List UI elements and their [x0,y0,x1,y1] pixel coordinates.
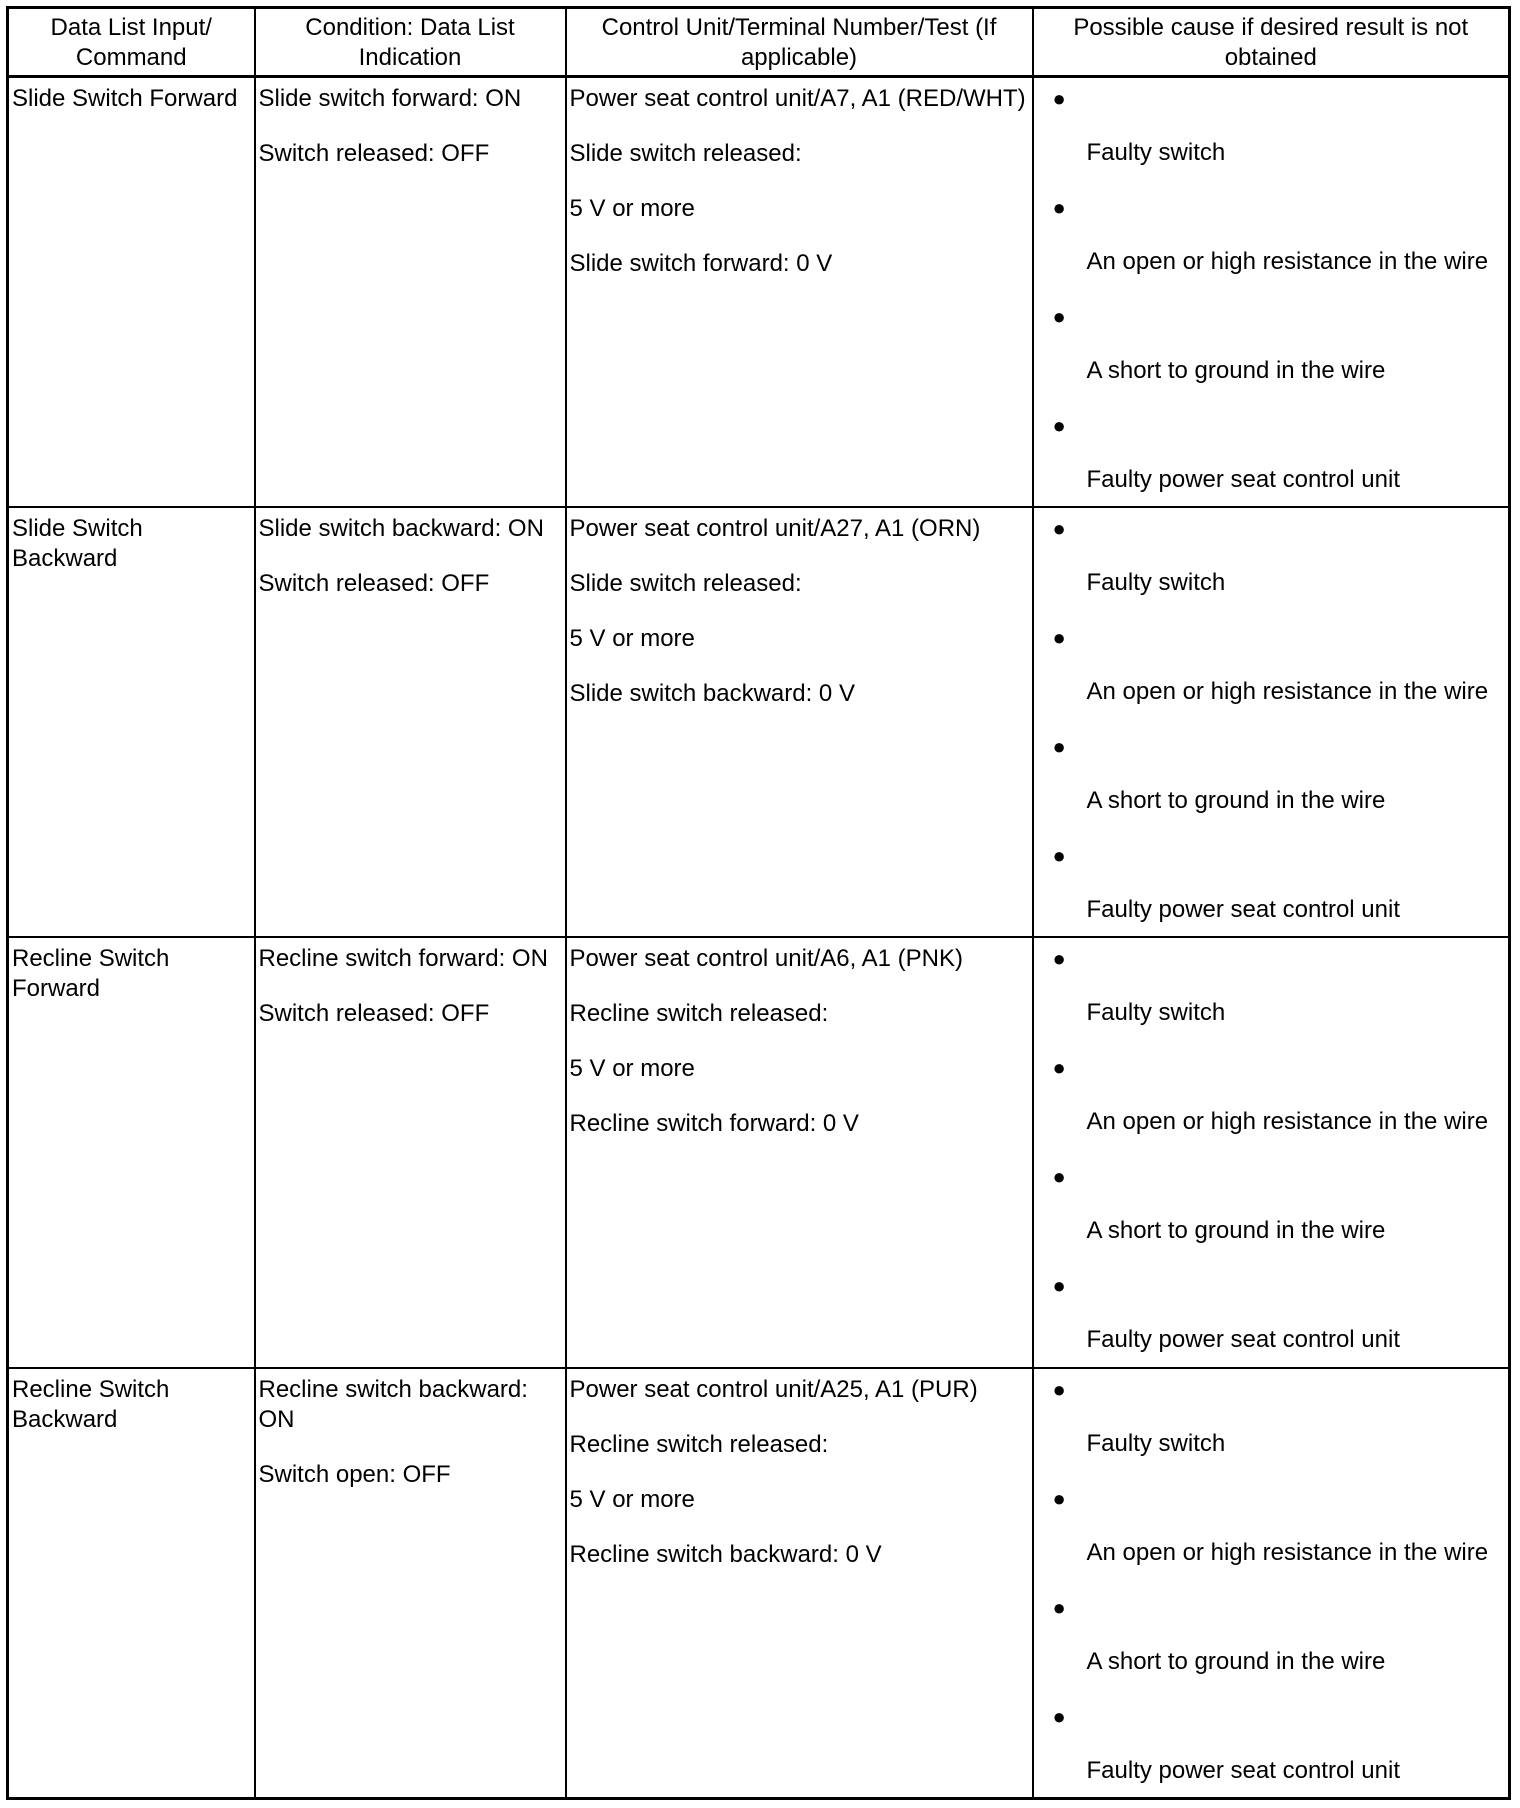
cause-list [1037,1375,1506,1786]
control-unit-line: Recline switch backward: 0 V [569,1540,882,1568]
data-list-table [6,6,1511,1800]
condition-line: Switch released: OFF [258,1000,490,1028]
bullet-icon: ● [1052,1376,1066,1402]
cause-list [1037,944,1506,1355]
bullet-icon: ● [1052,304,1066,329]
bullet-icon: ● [1052,86,1066,111]
cause-text: A short to ground in the wire [1086,1217,1386,1245]
possible-cause-cell [1033,77,1510,508]
list-item [1053,514,1506,598]
bullet-icon: ● [1052,516,1066,542]
list-item [1053,1375,1506,1459]
table-row [8,1368,1510,1799]
input-command-text: Recline Switch Backward [12,1375,170,1433]
control-unit-line: Slide switch backward: 0 V [569,680,855,708]
header-control-unit: Control Unit/Terminal Number/Test (If applicable) [566,8,1033,77]
header-input-command: Data List Input/ Command [8,8,255,77]
condition-line: Switch open: OFF [258,1460,451,1488]
bullet-icon: ● [1052,413,1066,438]
header-condition: Condition: Data List Indication [255,8,566,77]
control-unit-cell [566,1368,1033,1799]
input-command-cell [8,937,255,1367]
control-unit-cell [566,937,1033,1367]
input-command-cell [8,507,255,937]
bullet-icon: ● [1052,1485,1066,1511]
bullet-icon: ● [1052,1594,1066,1620]
list-item [1053,944,1506,1028]
cause-list [1037,84,1506,495]
condition-line: Switch released: OFF [258,570,490,598]
bullet-icon: ● [1052,1703,1066,1729]
header-possible-cause: Possible cause if desired result is not obtained [1033,8,1510,77]
input-command-text: Recline Switch Forward [12,945,170,1003]
control-unit-line: Power seat control unit/A7, A1 (RED/WHT) [569,85,1026,112]
cause-text: An open or high resistance in the wire [1086,678,1489,706]
list-item [1053,1593,1506,1677]
control-unit-line: Slide switch released: [569,140,802,167]
cause-text: Faulty switch [1086,139,1226,166]
input-command-text: Slide Switch Backward [12,515,143,573]
bullet-icon: ● [1052,195,1066,220]
condition-line: Slide switch forward: ON [258,85,522,112]
control-unit-line: Recline switch released: [569,1000,829,1028]
control-unit-line: Recline switch forward: 0 V [569,1110,859,1138]
bullet-icon: ● [1052,625,1066,651]
cause-text: Faulty switch [1086,569,1226,597]
list-item [1053,1484,1506,1568]
cause-text: A short to ground in the wire [1086,787,1386,815]
cause-text: An open or high resistance in the wire [1086,1538,1489,1566]
condition-line: Switch released: OFF [258,140,490,167]
control-unit-line: Slide switch forward: 0 V [569,250,833,277]
cause-text: Faulty power seat control unit [1086,466,1400,493]
cause-text: A short to ground in the wire [1086,1647,1386,1675]
control-unit-line: Slide switch released: [569,570,802,598]
control-unit-cell [566,507,1033,937]
bullet-icon: ● [1052,946,1066,972]
bullet-icon: ● [1052,1164,1066,1190]
table-row [8,507,1510,937]
input-command-cell [8,77,255,508]
list-item [1053,1702,1506,1786]
condition-cell [255,1368,566,1799]
table-header-row [8,8,1510,77]
control-unit-cell [566,77,1033,508]
condition-cell [255,77,566,508]
list-item [1053,623,1506,707]
list-item [1053,841,1506,925]
control-unit-line: Power seat control unit/A25, A1 (PUR) [569,1375,978,1403]
cause-text: Faulty power seat control unit [1086,1326,1400,1354]
condition-cell [255,937,566,1367]
possible-cause-cell [1033,937,1510,1367]
condition-cell [255,507,566,937]
cause-text: Faulty switch [1086,999,1226,1027]
bullet-icon: ● [1052,1055,1066,1081]
condition-line: Recline switch forward: ON [258,945,548,973]
cause-text: Faulty power seat control unit [1086,896,1400,924]
control-unit-line: 5 V or more [569,625,695,653]
list-item [1053,411,1506,495]
condition-line: Recline switch backward: ON [258,1375,528,1433]
table-body [8,77,1510,1799]
cause-text: A short to ground in the wire [1086,357,1386,384]
list-item [1053,1271,1506,1355]
list-item [1053,302,1506,386]
cause-text: An open or high resistance in the wire [1086,1108,1489,1136]
cause-text: Faulty power seat control unit [1086,1756,1400,1784]
input-command-text: Slide Switch Forward [12,85,238,112]
list-item [1053,84,1506,168]
control-unit-line: Recline switch released: [569,1430,829,1458]
condition-line: Slide switch backward: ON [258,515,544,543]
bullet-icon: ● [1052,843,1066,869]
control-unit-line: 5 V or more [569,1485,695,1513]
control-unit-line: Power seat control unit/A6, A1 (PNK) [569,945,964,973]
list-item [1053,732,1506,816]
list-item [1053,193,1506,277]
control-unit-line: 5 V or more [569,1055,695,1083]
bullet-icon: ● [1052,734,1066,760]
table-row [8,937,1510,1367]
list-item [1053,1053,1506,1137]
possible-cause-cell [1033,507,1510,937]
control-unit-line: 5 V or more [569,195,695,222]
possible-cause-cell [1033,1368,1510,1799]
cause-text: Faulty switch [1086,1429,1226,1457]
list-item [1053,1162,1506,1246]
cause-text: An open or high resistance in the wire [1086,248,1489,275]
input-command-cell [8,1368,255,1799]
control-unit-line: Power seat control unit/A27, A1 (ORN) [569,515,981,543]
cause-list [1037,514,1506,925]
table-row [8,77,1510,508]
bullet-icon: ● [1052,1273,1066,1299]
